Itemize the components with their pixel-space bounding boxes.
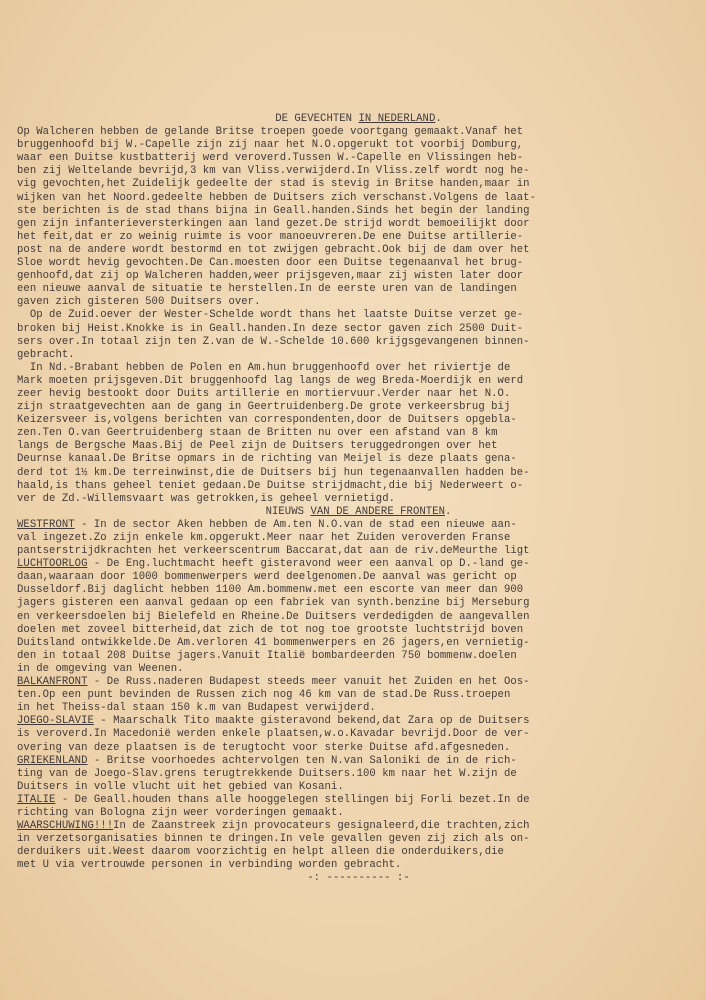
text-line: derd tot 1½ km.De terreinwinst,die de Duitsers bij hun tegenaanvallen hadden be-: [17, 466, 530, 479]
front-text: richting van Bologna zijn weer vorderingen gemaakt.: [17, 806, 344, 819]
text-line: zeer hevig bestookt door Duits artillerie en mortiervuur.Verder naar het N.O.: [17, 387, 511, 400]
text-line: [17, 781, 700, 794]
text-line: In Nd.-Brabant hebben de Polen en Am.hun bruggenhoofd over het riviertje de: [17, 361, 511, 374]
front-text: pantserstrijdkrachten het verkeerscentrum Baccarat,dat aan de riv.deMeurthe ligt: [17, 545, 530, 558]
text-line: Sloe wordt hevig gevochten.De Can.moesten door een Duitse tegenaanval het brug-: [17, 257, 524, 270]
text-line: [17, 545, 700, 558]
text-line: [17, 807, 700, 820]
subtitle-prefix: NIEUWS: [265, 505, 311, 518]
netherlands-news-body: [17, 126, 700, 506]
front-text: en verkeersdoelen bij Bielefeld en Rheine.De Duitsers verdedigden de aangevallen: [17, 610, 530, 623]
front-text: - Maarschalk Tito maakte gisteravond bekend,dat Zara op de Duitsers: [93, 715, 530, 728]
text-line: ste berichten is de stad thans bijna in Geall.handen.Sinds het begin der landing: [17, 204, 530, 217]
front-heading-line: [17, 519, 700, 532]
text-line: [17, 742, 700, 755]
text-line: bruggenhoofd bij W.-Capelle zijn zij naar het N.O.opgerukt tot voorbij Domburg,: [17, 139, 524, 152]
warning-text: In de Zaanstreek zijn provocateurs gesignaleerd,die trachten,zich: [113, 820, 530, 833]
warning-heading-line: [17, 820, 700, 833]
text-line: vig gevochten,het Zuidelijk gedeelte der stad is stevig in Britse handen,maar in: [17, 178, 530, 191]
front-label: LUCHTOORLOG: [17, 558, 88, 571]
footer-divider: -: ---------- :-: [307, 872, 410, 885]
text-line: [17, 663, 700, 676]
text-line: Mark moeten prijsgeven.Dit bruggenhoofd lag langs de weg Breda-Moerdijk en werd: [17, 374, 524, 387]
title-suffix: .: [435, 113, 442, 125]
text-line: [17, 624, 700, 637]
text-line: Op Walcheren hebben de gelande Britse troepen goede voortgang gemaakt.Vanaf het: [17, 126, 524, 139]
text-line: post na de andere wordt bestormd en tot zwijgen gebracht.Ook bij de dam over het: [17, 243, 530, 256]
front-heading-line: [17, 755, 700, 768]
front-text: val ingezet.Zo zijn enkele km.opgerukt.Meer naar het Zuiden veroverden Franse: [17, 532, 511, 544]
text-line: zijn straatgevechten aan de gang in Geertruidenberg.De grote verkeersbrug bij: [17, 401, 511, 414]
title-prefix: DE GEVECHTEN: [275, 113, 359, 125]
front-text: Duitsland ontwikkelde.De Am.verloren 41 bommenwerpers en 26 jagers,en vernietig-: [17, 636, 530, 649]
front-label: ITALIË: [17, 793, 56, 806]
text-line: Op de Zuid.oever der Wester-Schelde wordt thans het laatste Duitse verzet ge-: [17, 309, 524, 322]
front-text: overing van deze plaatsen is de terugtocht voor sterke Duitse afd.afgesneden.: [17, 741, 511, 754]
text-line: [17, 611, 700, 624]
text-line: Keizersveer is,volgens berichten van correspondenten,door de Duitsers opgebla-: [17, 414, 517, 427]
front-text: ten.Op een punt bevinden de Russen zich nog 46 km van de stad.De Russ.troepen: [17, 689, 511, 702]
text-line: [17, 859, 700, 872]
front-text: Dusseldorf.Bij daglicht hebben 1100 Am.bommenw.met een escorte van meer dan 900: [17, 584, 524, 597]
text-line: [17, 702, 700, 715]
text-line: Deurnse kanaal.De Britse opmars in de richting van Meijel is deze plaats gena-: [17, 453, 517, 466]
text-line: [17, 846, 700, 859]
warning-text: in verzetsorganisaties binnen te dringen.In vele gevallen geven zij zich als on-: [17, 833, 530, 846]
front-heading-line: [17, 794, 700, 807]
front-label: WESTFRONT: [17, 518, 75, 531]
front-text: is veroverd.In Macedonië werden enkele plaatsen,w.o.Kavadar bevrijd.Door de ver-: [17, 728, 530, 741]
text-line: waar een Duitse kustbatterij werd veroverd.Tussen W.-Capelle en Vlissingen heb-: [17, 152, 524, 165]
warning-notice: [17, 820, 700, 872]
front-text: - Britse voorhoedes achtervolgen ten N.van Saloniki de in de rich-: [87, 754, 517, 767]
text-line: ver de Zd.-Willemsvaart was getrokken,is geheel vernietigd.: [17, 492, 396, 505]
text-line: [17, 637, 700, 650]
text-line: [17, 597, 700, 610]
front-heading-line: [17, 558, 700, 571]
text-line: ben zij Weltelande bevrijd,3 km van Vliss.verwijderd.In Vliss.zelf wordt nog he-: [17, 165, 530, 178]
text-line: gaven zich gisteren 500 Duitsers over.: [17, 296, 261, 309]
front-text: - De Eng.luchtmacht heeft gisteravond weer een aanval op D.-land ge-: [87, 558, 530, 571]
front-label: BALKANFRONT: [17, 676, 88, 689]
warning-label: WAARSCHUWING!!!: [17, 820, 114, 833]
text-line: sers over.In totaal zijn ten Z.van de W.-Schelde 10.600 krijgsgevangenen binnen-: [17, 335, 530, 348]
text-line: [17, 532, 700, 545]
fronts-news-body: [17, 519, 700, 820]
subtitle-underlined: VAN DE ANDERE FRONTEN: [310, 505, 445, 518]
text-line: [17, 728, 700, 741]
front-text: - In de sector Aken hebben de Am.ten N.O.van de stad een nieuwe aan-: [74, 518, 517, 531]
title-underlined: IN NEDERLAND: [358, 113, 436, 125]
text-line: haald,is thans geheel teniet gedaan.De Duitse strijdmacht,die bij Nederweert o-: [17, 479, 524, 492]
warning-text: derduikers uit.Weest daarom voorzichtig en helpt alleen die onderduikers,die: [17, 846, 504, 859]
front-text: - De Geall.houden thans alle hooggelegen stellingen bij Forli bezet.In de: [55, 793, 530, 806]
front-text: in het Theiss-dal staan 150 k.m van Budapest verwijderd.: [17, 702, 376, 715]
text-line: broken bij Heist.Knokke is in Geall.handen.In deze sector gaven zich 2500 Duit-: [17, 322, 524, 335]
text-line: [17, 768, 700, 781]
text-line: gebracht.: [17, 348, 75, 361]
front-text: Duitsers in volle vlucht uit het gebied van Kosani.: [17, 780, 344, 793]
text-line: langs de Bergsche Maas.Bij de Peel zijn de Duitsers teruggedrongen over het: [17, 440, 498, 453]
text-line: genhoofd,dat zij op Walcheren hadden,weer prijsgeven,maar zij wisten later door: [17, 270, 524, 283]
text-line: een nieuwe aanval de situatie te herstellen.In de eerste uren van de landingen: [17, 283, 517, 296]
text-line: [17, 833, 700, 846]
front-text: ting van de Joego-Slav.grens terugtrekkende Duitsers.100 km naar het W.zijn de: [17, 767, 517, 780]
front-text: jagers gisteren een aanval gedaan op een fabriek van synth.benzine bij Merseburg: [17, 597, 530, 610]
section-subtitle: [17, 506, 700, 519]
front-heading-line: [17, 715, 700, 728]
front-text: doelen met zoveel bitterheid,dat zich de tot nog toe grootste luchtstrijd boven: [17, 623, 524, 636]
front-heading-line: [17, 676, 700, 689]
front-text: - De Russ.naderen Budapest steeds meer vanuit het Zuiden en het Oos-: [87, 676, 530, 689]
page-title: [17, 113, 700, 126]
front-text: den in totaal 208 Duitse jagers.Vanuit Italië bombardeerden 750 bommenw.doelen: [17, 649, 517, 662]
front-label: GRIEKENLAND: [17, 754, 88, 767]
subtitle-suffix: .: [445, 505, 452, 518]
front-text: daan,waaraan door 1000 bommenwerpers werd deelgenomen.De aanval was gericht op: [17, 571, 517, 584]
text-line: wijken van het Noord.gedeelte hebben de Duitsers zich verschanst.Volgens de laat-: [17, 191, 536, 204]
front-label: JOEGO-SLAVIË: [17, 715, 94, 728]
front-text: in de omgeving van Weenen.: [17, 662, 184, 675]
text-line: gen zijn infanterieversterkingen aan land gezet.De strijd wordt bemoeilijkt door: [17, 217, 530, 230]
text-line: zen.Ten O.van Geertruidenberg staan de Britten nu over een afstand van 8 km: [17, 427, 498, 440]
text-line: [17, 571, 700, 584]
warning-text: met U via vertrouwde personen in verbinding worden gebracht.: [17, 859, 402, 872]
text-line: [17, 650, 700, 663]
text-line: [17, 584, 700, 597]
text-line: [17, 689, 700, 702]
text-line: het feit,dat er zo weinig ruimte is voor manoeuvreren.De ene Duitse artillerie-: [17, 230, 524, 243]
